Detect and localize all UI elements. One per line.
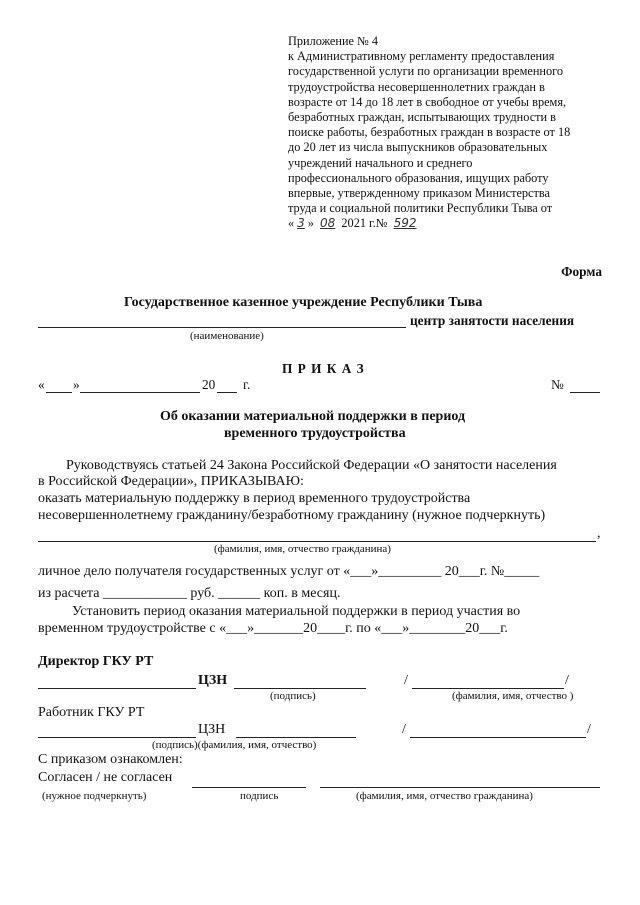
order-date-close: » <box>73 377 80 392</box>
institution-name-line <box>38 327 406 328</box>
order-year-prefix: 20 <box>202 377 216 392</box>
appendix-line: Приложение № 4 <box>288 34 379 48</box>
case-line: личное дело получателя государственных услуг от «___»_________ 20___г. №_____ <box>38 564 540 579</box>
body-paragraph-3: Установить период оказания материальной поддержки в период участия во <box>72 604 521 619</box>
director-name-line <box>38 688 196 689</box>
director-fio-line <box>412 688 564 689</box>
citizen-fio-sign-line <box>320 787 600 788</box>
appendix-line: государственной услуги по организации временного <box>288 64 564 79</box>
worker-name-line <box>38 737 196 738</box>
appendix-line: безработных граждан, испытывающих трудности в <box>288 110 556 125</box>
director-sign-caption: (подпись) <box>270 690 316 702</box>
date-quote-open: « <box>288 216 295 231</box>
handwritten-day: 3 <box>297 216 305 231</box>
appendix-line: учреждений начального и среднего <box>288 155 473 170</box>
underline-note: (нужное подчеркнуть) <box>42 790 147 802</box>
order-day-line <box>46 392 72 393</box>
date-quote-close: » <box>307 216 314 231</box>
director-slash-open: / <box>404 673 408 688</box>
order-date-open: « <box>38 377 45 392</box>
institution-name: Государственное казенное учреждение Республики Тыва <box>124 295 483 310</box>
appendix-year-text: 2021 г.№ <box>341 216 388 231</box>
citizen-fio-line <box>38 541 596 542</box>
worker-slash-open: / <box>402 722 406 737</box>
director-sign-line <box>234 688 366 689</box>
body-paragraph-3-cont: временном трудоустройстве с «___»_______20____г. по «___»________20___г. <box>38 621 508 636</box>
appendix-line: впервые, утвержденному приказом Министерства <box>288 186 550 201</box>
body-paragraph-2: оказать материальную поддержку в период временного трудоустройства <box>38 491 471 506</box>
order-month-line <box>80 392 200 393</box>
citizen-fio-caption: (фамилия, имя, отчество гражданина) <box>356 790 533 802</box>
citizen-sign-line <box>192 787 306 788</box>
director-czn: ЦЗН <box>198 673 228 688</box>
body-paragraph-2-cont: несовершеннолетнему гражданину/безработному гражданину (нужное подчеркнуть) <box>38 508 546 523</box>
worker-label: Работник ГКУ РТ <box>38 705 145 720</box>
worker-czn: ЦЗН <box>198 722 226 737</box>
order-year-line <box>217 392 237 393</box>
appendix-line: трудоустройства несовершеннолетних граждан в <box>288 79 545 94</box>
agree-label: Согласен / не согласен <box>38 770 173 785</box>
appendix-line: поиске работы, безработных граждан в возрасте от 18 <box>288 125 571 140</box>
name-caption: (наименование) <box>190 330 264 342</box>
fio-comma: , <box>597 526 601 541</box>
form-label: Форма <box>561 264 602 279</box>
fio-caption: (фамилия, имя, отчество гражданина) <box>214 543 391 555</box>
appendix-line: до 20 лет из числа выпускников образовательных <box>288 140 548 155</box>
order-title: П Р И К А З <box>282 361 365 376</box>
appendix-line: возрасте от 14 до 18 лет в свободное от учебы время, <box>288 94 567 109</box>
calculation-line: из расчета ____________ руб. ______ коп. в месяц. <box>38 586 341 601</box>
handwritten-number: 592 <box>393 216 417 231</box>
worker-fio-line <box>410 737 586 738</box>
appendix-line: профессионального образования, ищущих работу <box>288 170 549 185</box>
worker-sign-line <box>236 737 356 738</box>
order-year-suffix: г. <box>243 377 251 392</box>
director-label: Директор ГКУ РТ <box>38 654 154 669</box>
subject-line-1: Об оказании материальной поддержки в период <box>160 409 466 424</box>
order-number-label: № <box>551 377 564 392</box>
institution-suffix: центр занятости населения <box>410 313 575 328</box>
citizen-sign-caption: подпись <box>240 790 279 802</box>
appendix-line: труда и социальной политики Республики Тыва от <box>288 201 553 216</box>
appendix-line: к Административному регламенту предоставления <box>288 49 555 64</box>
worker-caption: (подпись)(фамилия, имя, отчество) <box>152 739 317 751</box>
body-paragraph-1-cont: в Российской Федерации», ПРИКАЗЫВАЮ: <box>38 474 304 489</box>
order-number-line <box>570 392 600 393</box>
body-paragraph-1: Руководствуясь статьей 24 Закона Российской Федерации «О занятости населения <box>66 458 557 473</box>
acquainted-label: С приказом ознакомлен: <box>38 752 183 767</box>
appendix-block <box>288 34 598 232</box>
worker-slash-close: / <box>587 722 591 737</box>
appendix-date-line <box>288 216 598 231</box>
director-slash-close: / <box>565 673 569 688</box>
director-fio-caption: (фамилия, имя, отчество ) <box>452 690 574 702</box>
handwritten-month: 08 <box>320 216 336 231</box>
subject-line-2: временного трудоустройства <box>224 426 406 441</box>
